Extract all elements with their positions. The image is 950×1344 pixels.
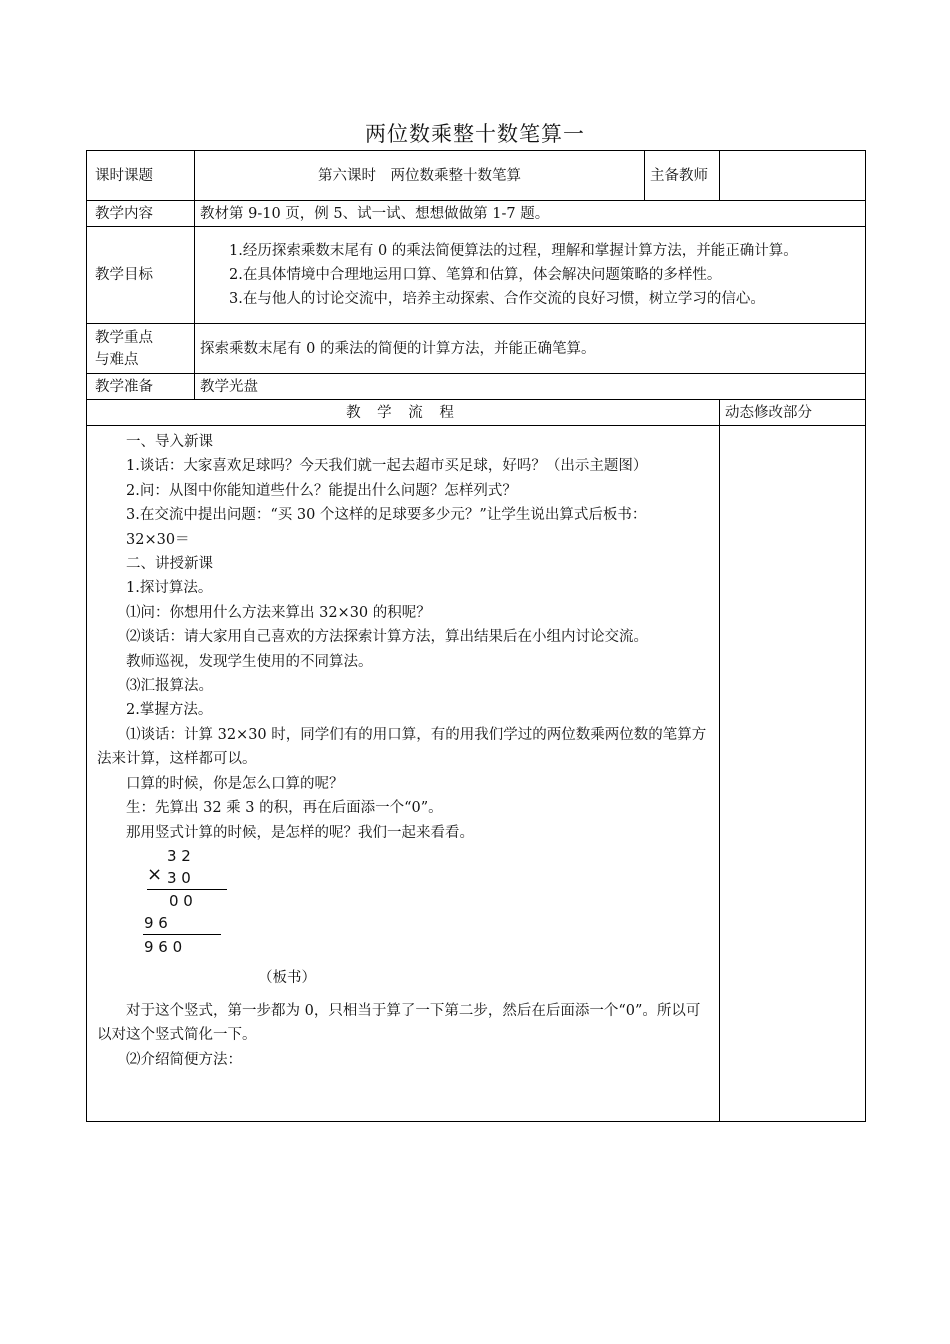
flow-line: ⑵介绍简便方法： (126, 1051, 242, 1068)
flow-line: ⑴问：你想用什么方法来算出 32×30 的积呢？ (126, 604, 431, 621)
goal-item: 1.经历探索乘数末尾有 0 的乘法简便算法的过程，理解和掌握计算方法，并能正确计算。 (229, 243, 798, 259)
lesson-value: 第六课时 两位数乘整十数笔算 (195, 151, 645, 201)
content-label: 教学内容 (87, 201, 195, 227)
flow-line: 那用竖式计算的时候，是怎样的呢？我们一起来看看。 (126, 824, 474, 841)
goals-list (195, 227, 866, 324)
flow-line: 32×30＝ (126, 531, 190, 548)
lesson-plan-table (86, 150, 866, 1122)
calc-row-multiplier: 3 0 (167, 868, 191, 887)
flow-line: 二、讲授新课 (126, 556, 213, 573)
board-label: （板书） (258, 969, 316, 986)
side-header: 动态修改部分 (720, 400, 866, 426)
calc-line (143, 934, 221, 935)
teacher-label: 主备教师 (645, 151, 720, 201)
calc-row-partial-1: 0 0 (169, 891, 193, 910)
flow-line: ⑴谈话：计算 32×30 时，同学们有的用口算，有的用我们学过的两位数乘两位数的笔算方法来计算，这样都可以。 (97, 726, 707, 768)
flow-line: 口算的时候，你是怎么口算的呢？ (126, 775, 344, 792)
goal-item: 2.在具体情境中合理地运用口算、笔算和估算，体会解决问题策略的多样性。 (229, 267, 722, 283)
goals-label: 教学目标 (87, 227, 195, 324)
flow-line: 一、导入新课 (126, 434, 213, 450)
key-label: 教学重点与难点 (87, 324, 195, 374)
flow-line: 2.问：从图中你能知道些什么？能提出什么问题？怎样列式？ (126, 482, 517, 499)
prep-value: 教学光盘 (195, 374, 866, 400)
flow-line: ⑵谈话：请大家用自己喜欢的方法探索计算方法，算出结果后在小组内讨论交流。 (126, 629, 648, 646)
vertical-calculation (117, 845, 713, 963)
flow-line: 生：先算出 32 乘 3 的积，再在后面添一个“0”。 (126, 800, 443, 817)
calc-row-partial-2: 9 6 (144, 913, 168, 932)
prep-label: 教学准备 (87, 374, 195, 400)
flow-header: 教 学 流 程 (87, 400, 720, 426)
calc-row-result: 9 6 0 (144, 937, 183, 956)
multiply-sign: × (147, 863, 163, 885)
calc-row-multiplicand: 3 2 (167, 846, 191, 865)
teacher-value (720, 151, 866, 201)
flow-body (87, 426, 720, 1122)
content-value: 教材第 9-10 页，例 5、试一试、想想做做第 1-7 题。 (195, 201, 866, 227)
flow-line: 对于这个竖式，第一步都为 0，只相当于算了一下第二步，然后在后面添一个“0”。所以可以对这个竖式简化一下。 (97, 1002, 701, 1044)
document-title: 两位数乘整十数笔算一 (365, 122, 585, 146)
flow-line: 1.谈话：大家喜欢足球吗？今天我们就一起去超市买足球，好吗？（出示主题图） (126, 458, 648, 475)
key-value: 探索乘数末尾有 0 的乘法的简便的计算方法，并能正确笔算。 (195, 324, 866, 374)
flow-line: ⑶汇报算法。 (126, 678, 213, 695)
flow-line: 2.掌握方法。 (126, 702, 213, 719)
lesson-label: 课时课题 (87, 151, 195, 201)
goal-item: 3.在与他人的讨论交流中，培养主动探索、合作交流的良好习惯，树立学习的信心。 (229, 291, 765, 307)
side-notes (720, 426, 866, 1122)
flow-line: 教师巡视，发现学生使用的不同算法。 (126, 653, 373, 670)
flow-line: 1.探讨算法。 (126, 580, 213, 597)
flow-line: 3.在交流中提出问题：“买 30 个这样的足球要多少元？”让学生说出算式后板书： (126, 507, 647, 524)
